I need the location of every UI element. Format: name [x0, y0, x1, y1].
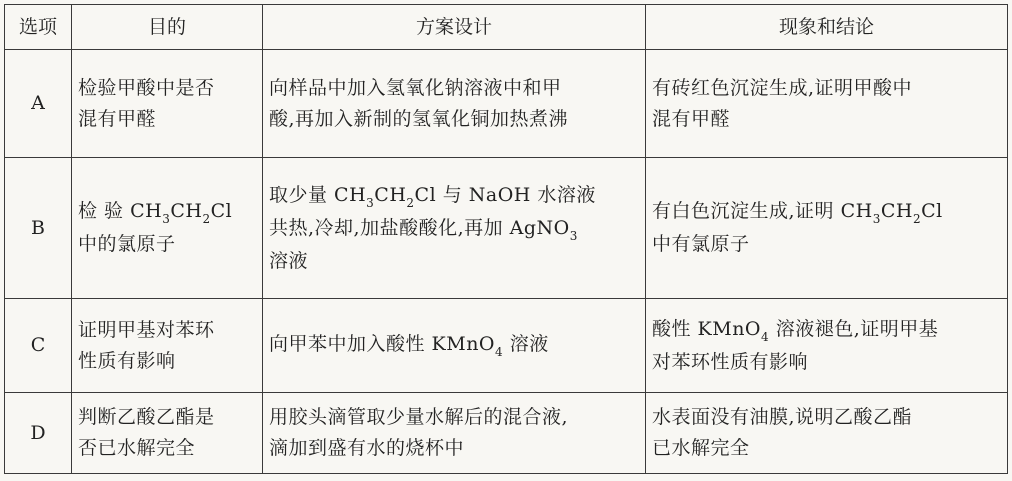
design-cell [263, 50, 646, 158]
purpose-line: 判断乙酸乙酯是 [78, 406, 215, 428]
subscript: 3 [569, 228, 578, 243]
result-line: 已水解完全 [652, 437, 750, 459]
purpose-line: 中的氯原子 [78, 233, 176, 255]
design-line: 滴加到盛有水的烧杯中 [269, 437, 465, 459]
result-line: 对苯环性质有影响 [652, 350, 809, 373]
result-line [652, 196, 1001, 229]
result-line: 水表面没有油膜,说明乙酸乙酯 [652, 406, 913, 428]
experiment-table [4, 4, 1008, 474]
text-segment: 有白色沉淀生成,证明 CH [652, 200, 873, 222]
subscript: 4 [495, 345, 504, 359]
purpose-cell [72, 158, 263, 299]
option-cell: B [5, 158, 72, 299]
subscript: 3 [872, 212, 881, 226]
purpose-line: 证明甲基对苯环 [78, 318, 215, 341]
design-line: 酸,再加入新制的氢氧化铜加热煮沸 [269, 107, 569, 130]
purpose-line: 混有甲醛 [78, 107, 157, 130]
design-line [269, 329, 639, 362]
subscript: 3 [366, 195, 375, 210]
purpose-line [78, 196, 256, 229]
subscript: 4 [761, 329, 770, 344]
table-row-c [5, 299, 1008, 393]
result-line [652, 314, 1001, 347]
header-design: 方案设计 [263, 5, 646, 50]
result-cell [646, 50, 1008, 158]
design-line: 用胶头滴管取少量水解后的混合液, [269, 406, 569, 428]
option-cell: A [5, 50, 72, 158]
design-cell [263, 158, 646, 299]
purpose-line: 性质有影响 [78, 349, 176, 372]
table-row-a [5, 50, 1008, 158]
result-cell [646, 299, 1008, 393]
text-segment: 向甲苯中加入酸性 KMnO [269, 333, 496, 355]
design-line: 溶液 [269, 249, 309, 272]
purpose-line: 否已水解完全 [78, 437, 196, 459]
text-segment: Cl [921, 200, 943, 222]
text-segment: 共热,冷却,加盐酸酸化,再加 AgNO [269, 216, 570, 239]
subscript: 2 [406, 195, 415, 210]
design-cell [263, 393, 646, 474]
result-cell [646, 158, 1008, 299]
result-line: 混有甲醛 [652, 107, 731, 130]
text-segment: CH [170, 200, 203, 222]
result-line: 有砖红色沉淀生成,证明甲酸中 [652, 76, 913, 99]
option-cell: D [5, 393, 72, 474]
text-segment: 溶液 [503, 333, 549, 355]
header-option: 选项 [5, 5, 72, 50]
text-segment: 检 验 CH [78, 200, 163, 222]
design-cell [263, 299, 646, 393]
purpose-cell [72, 50, 263, 158]
result-line: 中有氯原子 [652, 233, 750, 255]
option-cell: C [5, 299, 72, 393]
table-row-d [5, 393, 1008, 474]
purpose-cell [72, 393, 263, 474]
text-segment: 取少量 CH [269, 183, 367, 206]
table-row-b [5, 158, 1008, 299]
header-purpose: 目的 [72, 5, 263, 50]
text-segment: 酸性 KMnO [652, 317, 762, 340]
header-result: 现象和结论 [646, 5, 1008, 50]
result-cell [646, 393, 1008, 474]
text-segment: Cl [210, 200, 233, 222]
text-segment: CH [880, 200, 913, 222]
subscript: 3 [162, 212, 171, 226]
header-row [5, 5, 1008, 50]
text-segment: Cl 与 NaOH 水溶液 [414, 183, 596, 206]
purpose-line: 检验甲酸中是否 [78, 76, 215, 99]
design-line [269, 213, 639, 246]
text-segment: 溶液褪色,证明甲基 [769, 317, 939, 340]
purpose-cell [72, 299, 263, 393]
text-segment: CH [374, 183, 407, 206]
design-line: 向样品中加入氢氧化钠溶液中和甲 [269, 76, 562, 99]
subscript: 2 [202, 212, 211, 226]
design-line [269, 180, 639, 213]
subscript: 2 [912, 212, 922, 226]
